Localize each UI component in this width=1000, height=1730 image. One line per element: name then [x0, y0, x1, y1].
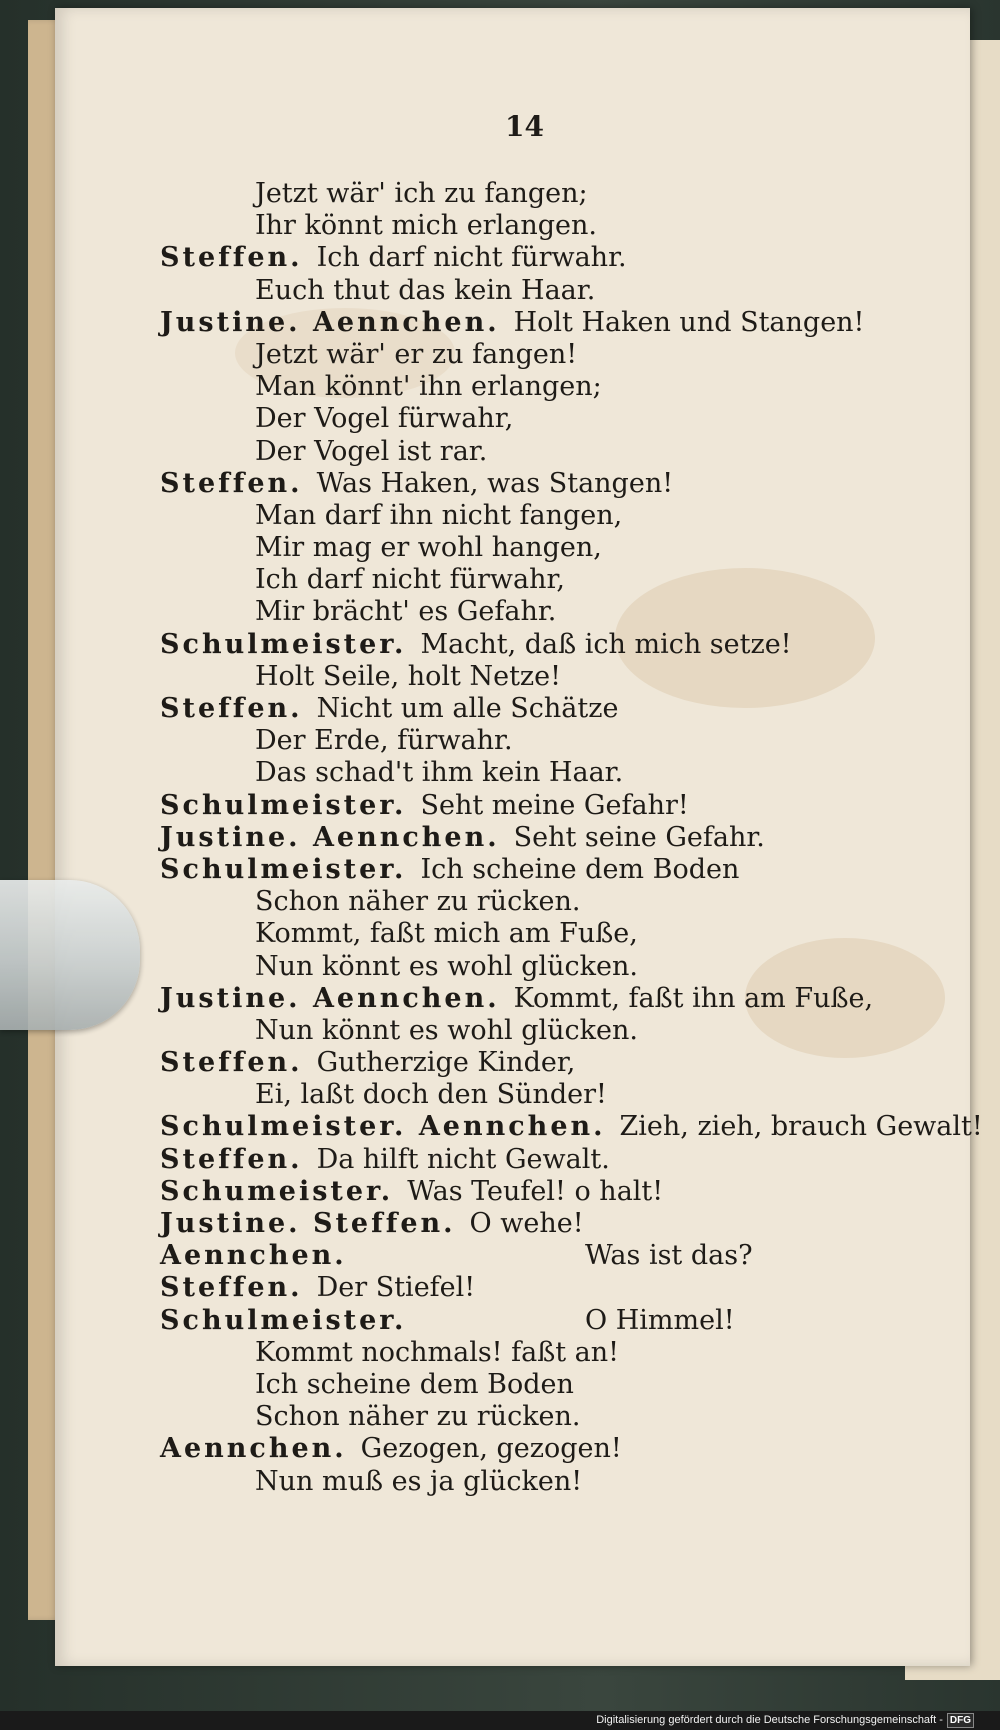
verse-line	[160, 1369, 900, 1401]
verse-line-text: Nun könnt es wohl glücken.	[255, 1014, 638, 1046]
verse-line-text: Holt Seile, holt Netze!	[255, 660, 561, 692]
speaker-name: Schumeister.	[160, 1175, 394, 1207]
dfg-logo: DFG	[947, 1713, 974, 1728]
verse-line	[160, 1401, 900, 1433]
digitization-credit	[0, 1711, 1000, 1730]
verse-line-text: Holt Haken und Stangen!	[513, 306, 865, 338]
verse-line-text: Kommt nochmals! faßt an!	[255, 1336, 620, 1368]
verse-line	[160, 1466, 900, 1498]
verse-line	[160, 436, 900, 468]
verse-line	[160, 822, 900, 854]
verse-line-text: Der Erde, fürwahr.	[255, 725, 513, 757]
verse-line-text: Jetzt wär' er zu fangen!	[255, 338, 578, 370]
verse-line-text: Der Stiefel!	[316, 1272, 476, 1304]
speaker-name: Justine. Steffen.	[160, 1208, 456, 1239]
verse-line-text: Jetzt wär' ich zu fangen;	[255, 178, 588, 209]
verse-line	[160, 307, 900, 339]
verse-line	[160, 242, 900, 274]
speaker-name: Justine. Aennchen.	[160, 821, 500, 853]
verse-line-text: Kommt, faßt ihn am Fuße,	[513, 982, 874, 1014]
verse-line-text: Seht meine Gefahr!	[420, 789, 689, 821]
speaker-name: Schulmeister.	[160, 853, 407, 885]
verse-line-text: Was Haken, was Stangen!	[316, 467, 674, 499]
verse-line	[160, 661, 900, 693]
verse-line	[160, 1111, 983, 1143]
speaker-name: Steffen.	[160, 1047, 303, 1079]
speaker-name: Schulmeister.	[160, 1304, 407, 1336]
verse-line	[160, 403, 900, 435]
verse-line	[160, 951, 900, 983]
verse-line	[160, 790, 900, 822]
verse-line-text: Nicht um alle Schätze	[316, 693, 619, 724]
verse-line	[160, 339, 900, 371]
verse-line-text: Der Vogel fürwahr,	[255, 403, 514, 435]
verse-line-text: Mir mag er wohl hangen,	[255, 532, 602, 564]
speaker-name: Steffen.	[160, 1272, 303, 1304]
speaker-name: Schulmeister. Aennchen.	[160, 1111, 606, 1143]
verse-line	[160, 886, 900, 918]
verse-line	[160, 1176, 900, 1208]
speaker-name: Steffen.	[160, 242, 303, 274]
verse-line-text: O wehe!	[469, 1208, 584, 1239]
verse-line-text: Gezogen, gezogen!	[360, 1433, 622, 1465]
verse-line-text: Man könnt' ihn erlangen;	[255, 371, 602, 403]
verse-line-text: Ihr könnt mich erlangen.	[255, 210, 597, 242]
verse-line	[160, 693, 900, 725]
verse-line	[160, 564, 900, 596]
verse-line-text: Ich darf nicht fürwahr,	[255, 564, 565, 596]
verse-line	[160, 629, 900, 661]
verse-line	[160, 1433, 900, 1465]
speaker-name: Justine. Aennchen.	[160, 982, 500, 1014]
verse-line-text: Mir brächt' es Gefahr.	[255, 596, 557, 628]
verse-line	[160, 757, 900, 789]
verse-line-text: Ich scheine dem Boden	[255, 1368, 574, 1400]
verse-line-text: Was ist das?	[585, 1240, 753, 1272]
verse-line-text: Kommt, faßt mich am Fuße,	[255, 918, 638, 950]
speaker-name: Aennchen.	[160, 1240, 347, 1272]
verse-line-text: Schon näher zu rücken.	[255, 1401, 581, 1433]
verse-line	[160, 983, 900, 1015]
verse-text	[160, 178, 983, 1498]
verse-line-text: Ei, laßt doch den Sünder!	[255, 1079, 607, 1111]
verse-line	[160, 371, 900, 403]
verse-line	[160, 1337, 900, 1369]
page-number: 14	[505, 110, 544, 143]
verse-line-text: Schon näher zu rücken.	[255, 886, 581, 918]
verse-line	[160, 1144, 900, 1176]
verse-line	[160, 1240, 900, 1272]
verse-line	[160, 178, 900, 210]
speaker-name: Aennchen.	[160, 1433, 347, 1465]
verse-line-text: Das schad't ihm kein Haar.	[255, 757, 624, 789]
verse-line-text: Nun könnt es wohl glücken.	[255, 950, 638, 982]
speaker-name: Schulmeister.	[160, 789, 407, 821]
verse-line-text: Zieh, zieh, brauch Gewalt!	[619, 1111, 983, 1143]
verse-line	[160, 918, 900, 950]
verse-line	[160, 1079, 900, 1111]
speaker-name: Justine. Aennchen.	[160, 306, 500, 338]
verse-line	[160, 1015, 900, 1047]
credit-text: Digitalisierung gefördert durch die Deutsche Forschungsgemeinschaft -	[596, 1714, 943, 1726]
verse-line-text: Da hilft nicht Gewalt.	[316, 1143, 610, 1175]
verse-line	[160, 1208, 900, 1240]
verse-line-text: Man darf ihn nicht fangen,	[255, 499, 623, 531]
verse-line	[160, 1272, 900, 1304]
verse-line-text: Ich scheine dem Boden	[420, 853, 740, 885]
speaker-name: Steffen.	[160, 693, 303, 724]
verse-line-text: Gutherzige Kinder,	[316, 1047, 576, 1079]
verse-line-text: Ich darf nicht fürwahr.	[316, 242, 627, 274]
speaker-name: Steffen.	[160, 467, 303, 499]
verse-line	[160, 275, 900, 307]
verse-line	[160, 596, 900, 628]
verse-line	[160, 1305, 900, 1337]
verse-line-text: Nun muß es ja glücken!	[255, 1465, 583, 1497]
verse-line-text: Was Teufel! o halt!	[407, 1175, 664, 1207]
verse-line	[160, 210, 900, 242]
speaker-name: Steffen.	[160, 1143, 303, 1175]
verse-line-text: Macht, daß ich mich setze!	[420, 628, 792, 660]
verse-line	[160, 500, 900, 532]
verse-line	[160, 1047, 900, 1079]
verse-line-text: Seht seine Gefahr.	[513, 821, 765, 853]
speaker-name: Schulmeister.	[160, 628, 407, 660]
page-holder-clip	[0, 880, 140, 1030]
verse-line-text: O Himmel!	[585, 1304, 735, 1336]
verse-line-text: Euch thut das kein Haar.	[255, 274, 596, 306]
verse-line	[160, 854, 900, 886]
verse-line-text: Der Vogel ist rar.	[255, 435, 488, 467]
verse-line	[160, 532, 900, 564]
verse-line	[160, 725, 900, 757]
verse-line	[160, 468, 900, 500]
